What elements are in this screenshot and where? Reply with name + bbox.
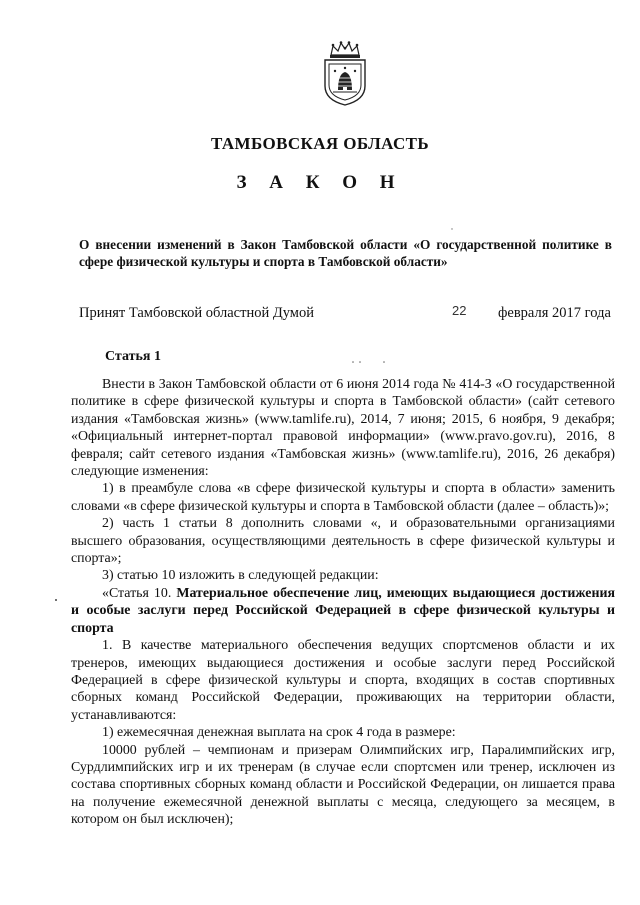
adoption-month-year: февраля 2017 года (498, 305, 611, 321)
change-item-1: 1) в преамбуле слова «в сфере физической культуры и спорта в области» заменить словами «в сфере физической культуры и спорта в Тамбовской области (далее – область)»; (71, 481, 615, 514)
quoted-article-number: «Статья 10. (102, 585, 172, 601)
document-type: З А К О Н (236, 172, 404, 193)
article-heading: Статья 1 (105, 349, 161, 364)
article-intro: Внести в Закон Тамбовской области от 6 июня 2014 года № 414-З «О государственной политике в сфере физической культуры и спорта в Тамбовской области» (сайт сетевого издания «Тамбовская жизнь» (www.tamlife.ru), 2014, 7 июня; 2015, 6 ноября, 9 декабря; «Официальный интернет-портал правовой информации» (www.pravo.gov.ru), 2016, 8 февраля; сайт сетевого издания «Тамбовская жизнь» (www.tamlife.ru), 2016, 26 декабря) следующие изменения: (71, 377, 615, 480)
change-item-3: 3) статью 10 изложить в следующей редакции: (102, 568, 379, 584)
region-title: ТАМБОВСКАЯ ОБЛАСТЬ (210, 134, 430, 153)
quoted-article-title: Материальное обеспечение лиц, имеющих выдающиеся достижения и особые заслуги перед Российской Федерацией в сфере физической культуры и спорта (71, 585, 615, 636)
change-item-2: 2) часть 1 статьи 8 дополнить словами «, и образовательными организациями высшего образования, осуществляющими деятельность в сфере физической культуры и спорта»; (71, 516, 615, 567)
point-1: 1. В качестве материального обеспечения ведущих спортсменов области и их тренеров, имеющих выдающиеся достижения и особые заслуги перед Российской Федерацией в сфере физической культуры и спорта, входящих в состав спортивных сборных команд Российской Федерации, проживающих на территории области, устанавливаются: (71, 638, 615, 723)
law-subject: О внесении изменений в Закон Тамбовской области «О государственной политике в сфере физической культуры и спорта в Тамбовской области» (79, 237, 612, 269)
subpoint-1: 1) ежемесячная денежная выплата на срок 4 года в размере: (102, 725, 456, 741)
adopted-by: Принят Тамбовской областной Думой (79, 305, 314, 321)
payment-amount: 10000 рублей – чемпионам и призерам Олимпийских игр, Паралимпийских игр, Сурдлимпийских игр и их тренерам (в случае если спортсмен или тренер, исключен из состава спортивных сборных команд области и Российской Федерации, он лишается права на получение ежемесячной денежной выплаты с месяца, следующего за месяцем, в котором он был исключен); (71, 742, 615, 828)
adoption-day: 22 (452, 303, 467, 318)
